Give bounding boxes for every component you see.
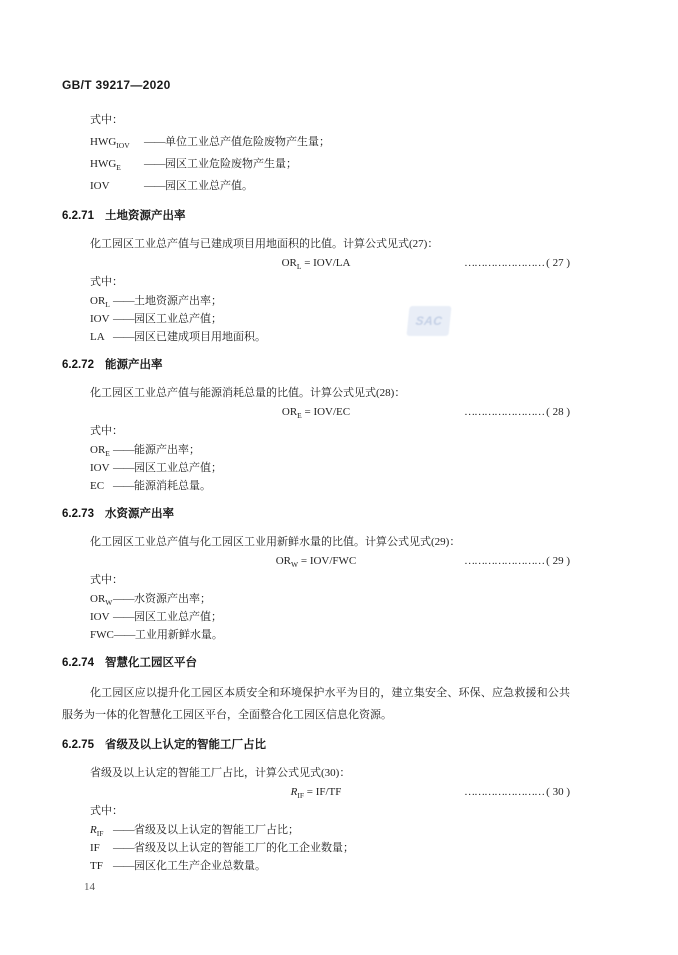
definition-text: 园区工业总产值； xyxy=(134,462,222,474)
symbol: $HWG_{IOV}$ xyxy=(90,136,130,151)
where-label: 式中： xyxy=(90,114,123,126)
symbol: IOV xyxy=(90,611,110,623)
where-label: 式中： xyxy=(90,574,123,586)
page-content xyxy=(62,78,570,875)
symbol: $R_{IF}$ xyxy=(90,824,104,839)
section-6-2-74 xyxy=(62,656,570,726)
definition-text: 能源产出率； xyxy=(134,444,200,456)
standard-code-header: GB/T 39217—2020 xyxy=(62,78,171,92)
formula: $OR_E = IOV/EC$ xyxy=(281,406,351,421)
definition-row xyxy=(90,839,570,857)
section-6-2-73 xyxy=(62,507,570,644)
equation-number: ( 27 ) xyxy=(546,257,570,269)
section-intro: 省级及以上认定的智能工厂占比，计算公式见式(30)： xyxy=(90,767,351,779)
section-6-2-75 xyxy=(62,738,570,875)
definition-text: 园区工业总产值； xyxy=(134,313,222,325)
section-heading xyxy=(62,656,570,671)
symbol: $OR_E$ xyxy=(90,444,110,459)
definition-dash: —— xyxy=(113,593,134,605)
definition-row xyxy=(90,608,570,626)
definition-text: 工业用新鲜水量。 xyxy=(134,629,223,641)
definition-dash: —— xyxy=(113,629,135,641)
section-number: 6.2.73 xyxy=(62,508,94,520)
section-6-2-71 xyxy=(62,209,570,346)
symbol: IOV xyxy=(90,462,110,474)
continued-definition-block xyxy=(62,109,570,197)
definition-dash: —— xyxy=(113,860,134,872)
where-label: 式中： xyxy=(90,276,123,288)
formula: $OR_W = IOV/FWC$ xyxy=(275,555,357,570)
symbol: $OR_L$ xyxy=(90,295,110,310)
equation-number: ( 28 ) xyxy=(546,406,570,418)
symbol: TF xyxy=(90,860,103,872)
dotted-leader: …………………… ( 27 ) xyxy=(464,257,570,269)
section-body: 化工园区应以提升化工园区本质安全和环境保护水平为目的，建立集安全、环保、应急救援和公共服务为一体的化智慧化工园区平台，全面整合化工园区信息化资源。 xyxy=(62,687,570,721)
definition-dash: —— xyxy=(113,295,134,307)
equation-number: ( 29 ) xyxy=(546,555,570,567)
equation-row xyxy=(62,552,570,571)
symbol: EC xyxy=(90,480,105,492)
definition-row xyxy=(90,441,570,459)
section-heading xyxy=(62,507,570,522)
definition-row xyxy=(90,477,570,495)
equation-row xyxy=(62,403,570,422)
definition-text: 水资源产出率； xyxy=(134,593,211,605)
definition-text: 园区已建成项目用地面积。 xyxy=(134,331,266,343)
watermark-text: SAC xyxy=(414,314,444,328)
definition-row xyxy=(90,328,570,346)
definition-row xyxy=(90,175,570,197)
symbol: IF xyxy=(90,842,100,854)
definition-row xyxy=(90,292,570,310)
section-number: 6.2.71 xyxy=(62,210,94,222)
section-intro: 化工园区工业总产值与已建成项目用地面积的比值。计算公式见式(27)： xyxy=(90,238,439,250)
definition-row xyxy=(90,153,570,175)
definition-dash: —— xyxy=(144,136,165,148)
definition-dash: —— xyxy=(144,158,165,170)
where-label: 式中： xyxy=(90,805,123,817)
definition-row xyxy=(90,459,570,477)
definition-text: 省级及以上认定的智能工厂占比； xyxy=(134,824,299,836)
section-intro: 化工园区工业总产值与能源消耗总量的比值。计算公式见式(28)： xyxy=(90,387,406,399)
definition-dash: —— xyxy=(113,313,134,325)
section-title: 土地资源产出率 xyxy=(104,210,186,222)
formula: $R_{IF} = IF/TF$ xyxy=(290,786,342,801)
definition-dash: —— xyxy=(113,824,134,836)
section-title: 能源产出率 xyxy=(104,359,163,371)
symbol: LA xyxy=(90,331,105,343)
definition-text: 园区工业总产值； xyxy=(134,611,222,623)
definition-dash: —— xyxy=(113,611,134,623)
dotted-leader: …………………… ( 29 ) xyxy=(464,555,570,567)
symbol: $HWG_E$ xyxy=(90,158,121,173)
section-intro: 化工园区工业总产值与化工园区工业用新鲜水量的比值。计算公式见式(29)： xyxy=(90,536,461,548)
definition-row xyxy=(90,310,570,328)
definition-dash: —— xyxy=(113,444,134,456)
section-heading xyxy=(62,738,570,753)
equation-row xyxy=(62,254,570,273)
section-title: 智慧化工园区平台 xyxy=(104,657,197,669)
definition-dash: —— xyxy=(113,331,134,343)
definition-dash: —— xyxy=(113,480,134,492)
symbol: IOV xyxy=(90,313,110,325)
definition-row xyxy=(90,131,570,153)
equation-number: ( 30 ) xyxy=(546,786,570,798)
symbol: IOV xyxy=(90,180,110,192)
formula: $OR_L = IOV/LA$ xyxy=(281,257,351,272)
dotted-leader: …………………… ( 30 ) xyxy=(464,786,570,798)
section-number: 6.2.75 xyxy=(62,739,94,751)
section-heading xyxy=(62,209,570,224)
definition-text: 能源消耗总量。 xyxy=(134,480,211,492)
dotted-leader: …………………… ( 28 ) xyxy=(464,406,570,418)
definition-dash: —— xyxy=(113,842,134,854)
section-number: 6.2.72 xyxy=(62,359,94,371)
definition-text: 园区工业危险废物产生量； xyxy=(165,158,297,170)
definition-row xyxy=(90,857,570,875)
page-number: 14 xyxy=(84,881,95,893)
equation-row xyxy=(62,783,570,802)
section-heading xyxy=(62,358,570,373)
definition-row xyxy=(90,626,570,644)
section-number: 6.2.74 xyxy=(62,657,94,669)
section-title: 水资源产出率 xyxy=(104,508,174,520)
definition-text: 园区化工生产企业总数量。 xyxy=(134,860,266,872)
definition-text: 土地资源产出率； xyxy=(134,295,222,307)
definition-dash: —— xyxy=(144,180,165,192)
section-6-2-72 xyxy=(62,358,570,495)
section-title: 省级及以上认定的智能工厂占比 xyxy=(104,739,266,751)
symbol: $OR_W$ xyxy=(90,593,113,608)
symbol: FWC xyxy=(90,629,114,641)
where-label: 式中： xyxy=(90,425,123,437)
definition-row xyxy=(90,590,570,608)
definition-text: 省级及以上认定的智能工厂的化工企业数量； xyxy=(134,842,354,854)
definition-text: 单位工业总产值危险废物产生量； xyxy=(165,136,330,148)
definition-text: 园区工业总产值。 xyxy=(165,180,253,192)
definition-row xyxy=(90,821,570,839)
definition-dash: —— xyxy=(113,462,134,474)
